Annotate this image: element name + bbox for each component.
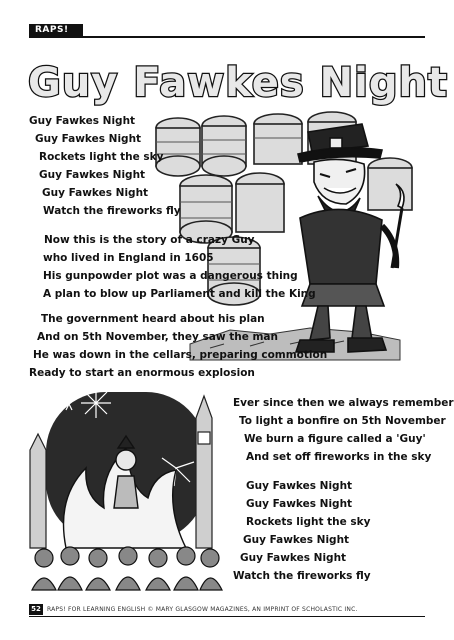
- page-title: [24, 52, 449, 108]
- bonfire-parliament-illustration: [26, 378, 222, 590]
- verse-2-line-3: His gunpowder plot was a dangerous thing: [43, 270, 298, 282]
- verse-5-line-1: Guy Fawkes Night: [246, 480, 353, 492]
- verse-5-line-4: Guy Fawkes Night: [243, 534, 350, 546]
- verse-5-line-5: Guy Fawkes Night: [240, 552, 347, 564]
- verse-3-line-1: The government heard about his plan: [41, 313, 265, 325]
- page-number: 52: [29, 604, 43, 615]
- footer-credit: RAPS! FOR LEARNING ENGLISH © MARY GLASGOW MAGAZINES, AN IMPRINT OF SCHOLASTIC INC.: [47, 606, 358, 613]
- header-rule: [29, 36, 425, 38]
- verse-4-line-4: And set off fireworks in the sky: [246, 451, 432, 463]
- verse-3-line-2: And on 5th November, they saw the man: [37, 331, 278, 343]
- page-title-text: Guy Fawkes Night: [28, 60, 449, 106]
- verse-1-line-3: Rockets light the sky: [39, 151, 164, 163]
- verse-2-line-4: A plan to blow up Parliament and kill the King: [43, 288, 316, 300]
- verse-1-line-1: Guy Fawkes Night: [29, 115, 136, 127]
- verse-2-line-2: who lived in England in 1605: [43, 252, 214, 264]
- verse-5-line-6: Watch the fireworks fly: [233, 570, 371, 582]
- verse-3-line-4: Ready to start an enormous explosion: [29, 367, 255, 379]
- verse-4-line-2: To light a bonfire on 5th November: [239, 415, 446, 427]
- verse-1-line-6: Watch the fireworks fly: [43, 205, 181, 217]
- section-tag: RAPS!: [29, 24, 83, 37]
- verse-4-line-1: Ever since then we always remember: [233, 397, 454, 409]
- verse-2-line-1: Now this is the story of a crazy Guy: [44, 234, 255, 246]
- verse-5-line-3: Rockets light the sky: [246, 516, 371, 528]
- verse-1-line-5: Guy Fawkes Night: [42, 187, 149, 199]
- footer-rule: [29, 616, 425, 617]
- verse-5-line-2: Guy Fawkes Night: [246, 498, 353, 510]
- verse-3-line-3: He was down in the cellars, preparing commotion: [33, 349, 328, 361]
- verse-4-line-3: We burn a figure called a 'Guy': [244, 433, 426, 445]
- verse-1-line-4: Guy Fawkes Night: [39, 169, 146, 181]
- verse-1-line-2: Guy Fawkes Night: [35, 133, 142, 145]
